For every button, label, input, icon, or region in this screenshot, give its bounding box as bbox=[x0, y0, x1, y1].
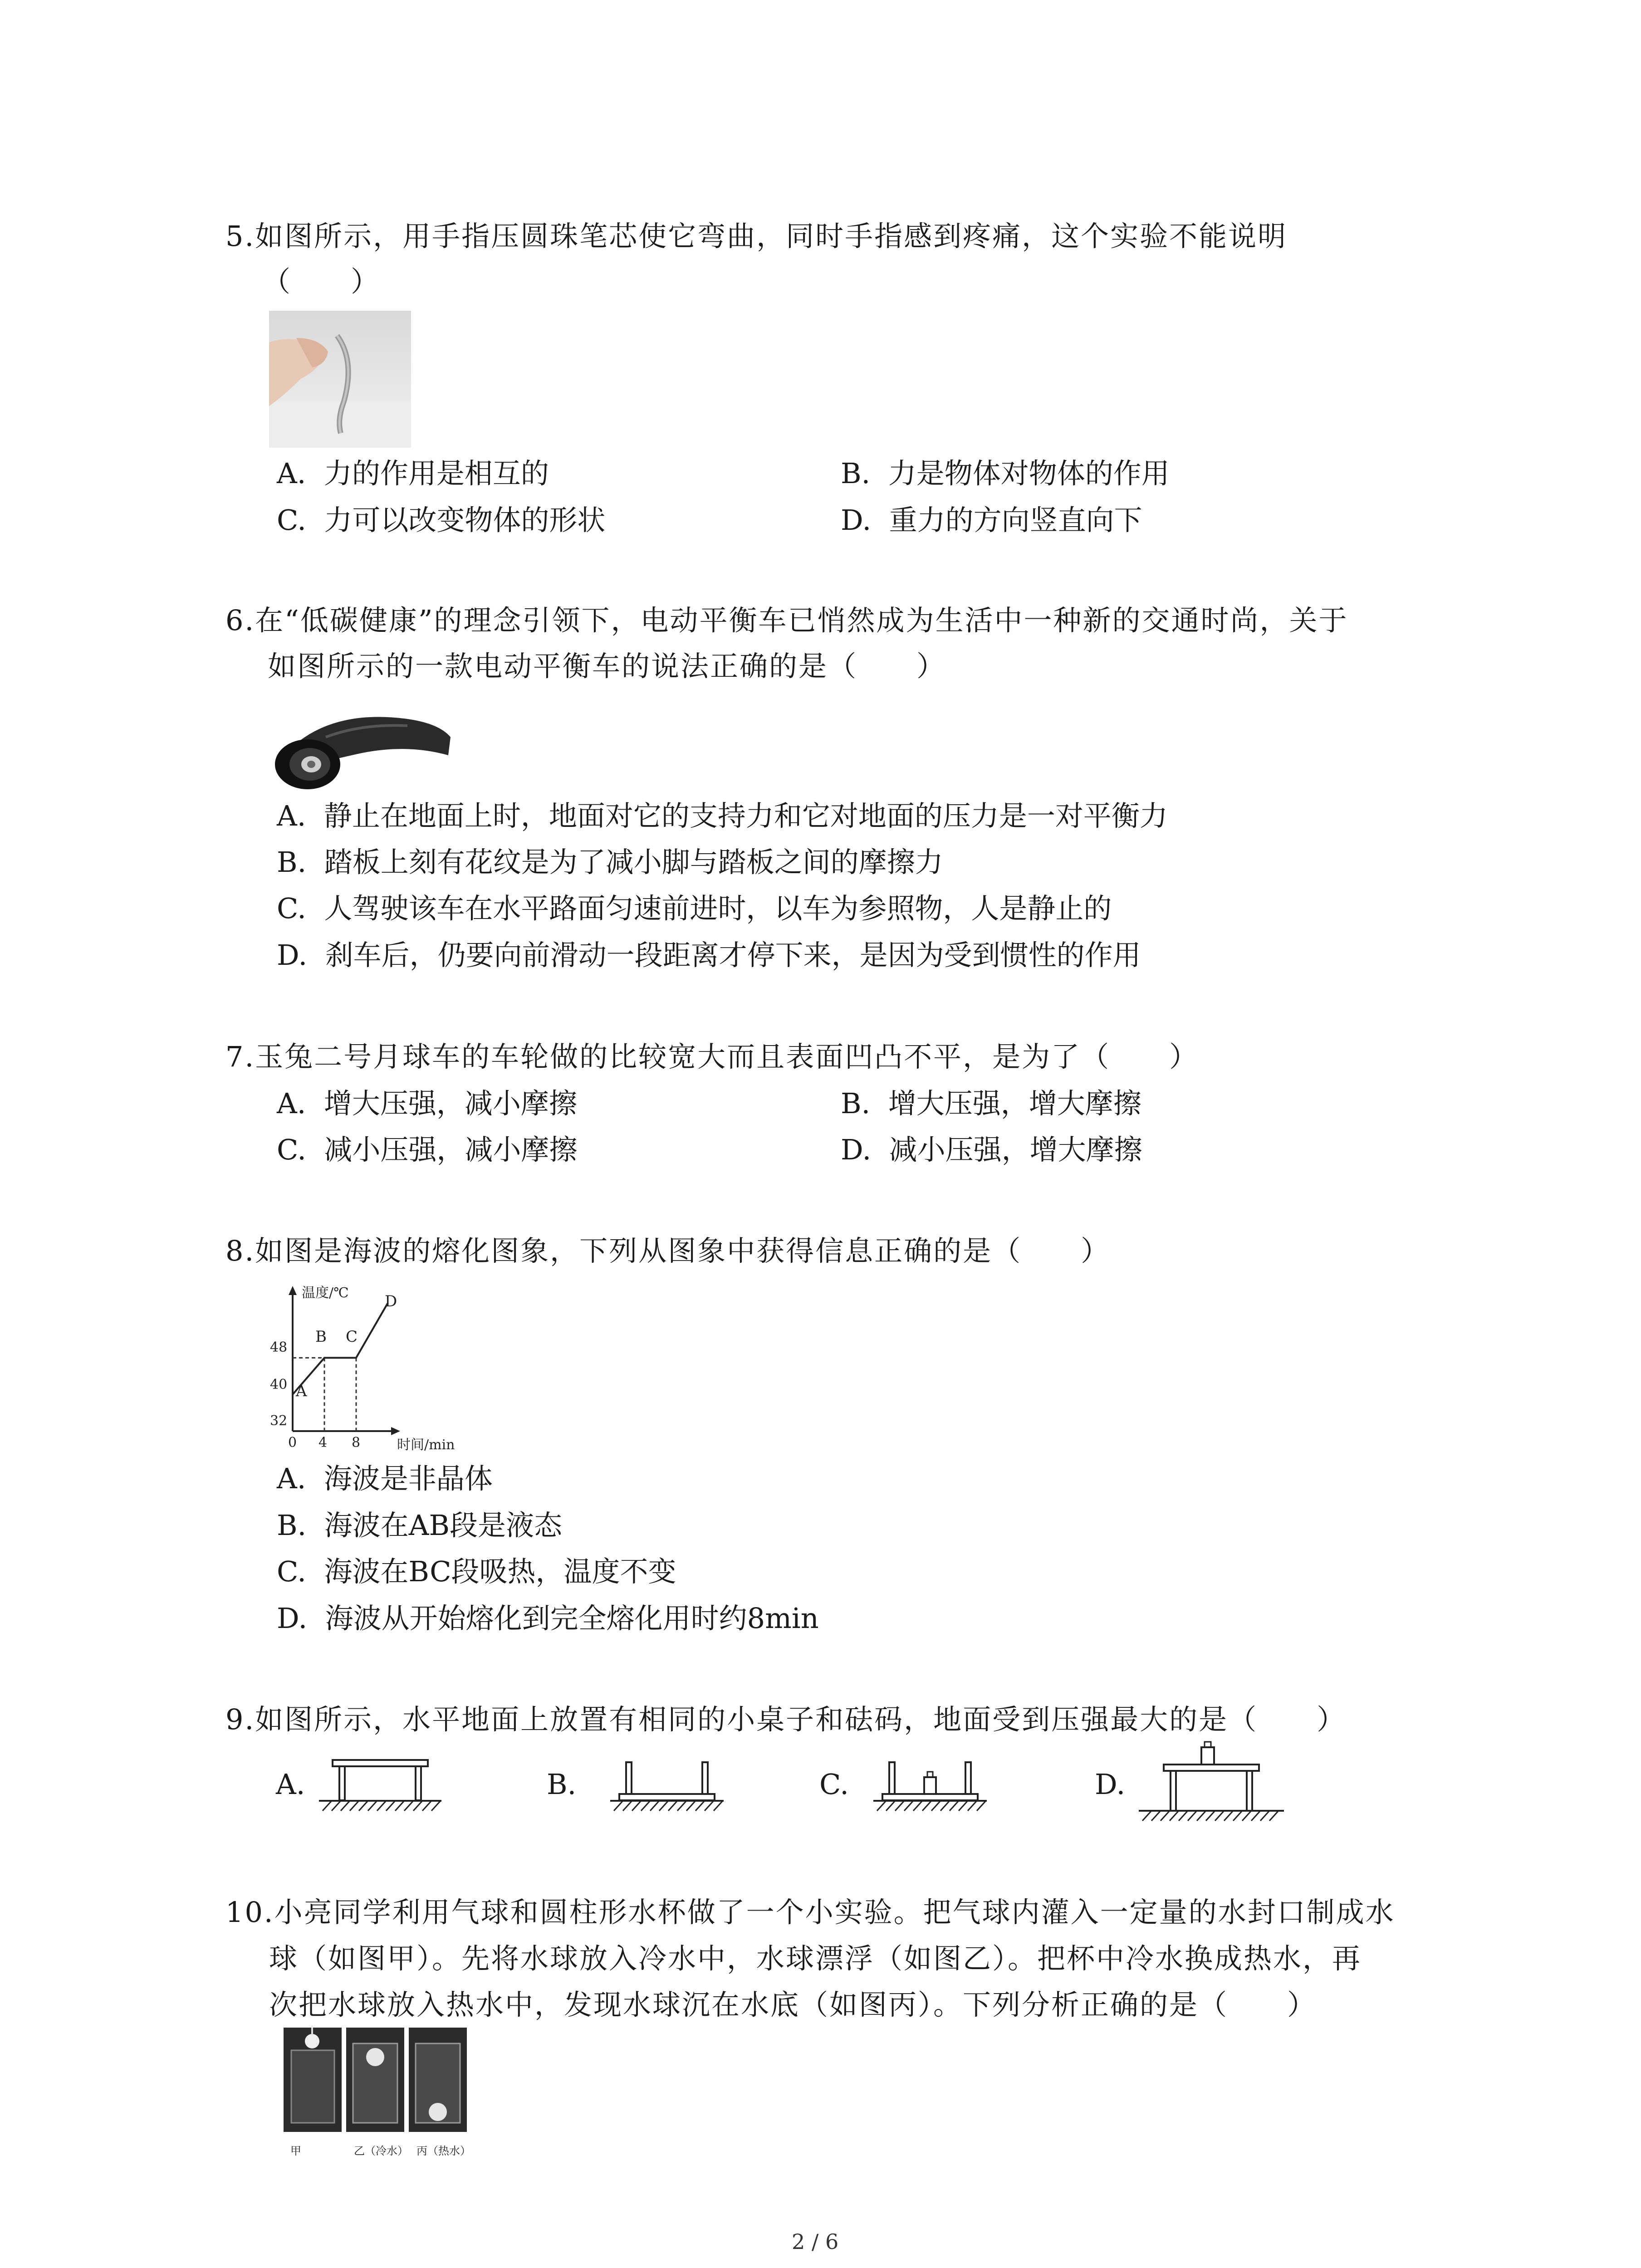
q8-option-d[interactable]: D. 海波从开始熔化到完全熔化用时约8min bbox=[277, 1602, 819, 1635]
q8-melting-graph bbox=[268, 1284, 504, 1456]
q6-photo-balance-scooter bbox=[271, 701, 453, 792]
q5-photo-pen-refill bbox=[269, 311, 411, 448]
q5-stem-line1: 5.如图所示，用手指压圆珠笔芯使它弯曲，同时手指感到疼痛，这个实验不能说明 bbox=[225, 220, 1288, 253]
q10-stem-line2: 球（如图甲）。先将水球放入冷水中，水球漂浮（如图乙）。把杯中冷水换成热水，再 bbox=[269, 1942, 1362, 1975]
q9-number: 9. bbox=[225, 1703, 255, 1736]
y-axis-arrow bbox=[289, 1286, 297, 1295]
x-tick-8: 8 bbox=[352, 1435, 361, 1451]
q9-option-c[interactable]: C. bbox=[819, 1768, 849, 1801]
q10-stem-line1: 10.小亮同学利用气球和圆柱形水杯做了一个小实验。把气球内灌入一定量的水封口制成水 bbox=[225, 1896, 1395, 1929]
page-number: 2 / 6 bbox=[792, 2229, 839, 2254]
q10-caption-bing: 丙（热水） bbox=[416, 2145, 471, 2157]
q8-stem-line1: 8.如图是海波的熔化图象，下列从图象中获得信息正确的是（ ） bbox=[225, 1234, 1111, 1267]
q8-option-c[interactable]: C. 海波在BC段吸热，温度不变 bbox=[277, 1555, 676, 1588]
q5-option-d[interactable]: D. 重力的方向竖直向下 bbox=[841, 503, 1142, 537]
y-tick-40: 40 bbox=[270, 1377, 288, 1393]
q9-stem-line1: 9.如图所示，水平地面上放置有相同的小桌子和砝码，地面受到压强最大的是（ ） bbox=[225, 1703, 1347, 1736]
x-axis-label: 时间/min bbox=[397, 1437, 455, 1453]
q7-option-d[interactable]: D. 减小压强，增大摩擦 bbox=[841, 1133, 1142, 1166]
q8-option-a[interactable]: A. 海波是非晶体 bbox=[277, 1462, 493, 1495]
q6-option-b[interactable]: B. 踏板上刻有花纹是为了减小脚与踏板之间的摩擦力 bbox=[277, 846, 943, 879]
q9-option-a[interactable]: A. bbox=[276, 1768, 305, 1801]
q9-option-b[interactable]: B. bbox=[547, 1768, 577, 1801]
q7-stem-line1: 7.玉兔二号月球车的车轮做的比较宽大而且表面凹凸不平，是为了（ ） bbox=[225, 1040, 1199, 1073]
q6-option-c[interactable]: C. 人驾驶该车在水平路面匀速前进时，以车为参照物，人是静止的 bbox=[277, 892, 1112, 925]
point-label-c: C bbox=[346, 1328, 358, 1346]
q10-stem-line3: 次把水球放入热水中，发现水球沉在水底（如图丙）。下列分析正确的是（ ） bbox=[269, 1988, 1317, 2021]
x-tick-0: 0 bbox=[288, 1435, 297, 1451]
q5-option-b[interactable]: B. 力是物体对物体的作用 bbox=[841, 457, 1170, 490]
q9-option-d[interactable]: D. bbox=[1095, 1768, 1126, 1801]
q10-photo-water-balloon-cups bbox=[281, 2023, 490, 2150]
q9-figure-b-table-inverted bbox=[606, 1755, 728, 1814]
point-label-a: A bbox=[296, 1382, 307, 1400]
y-axis-label: 温度/℃ bbox=[302, 1285, 349, 1301]
point-label-d: D bbox=[385, 1292, 397, 1310]
q10-caption-jia: 甲 bbox=[290, 2145, 301, 2157]
q9-figure-d-upright-with-weight bbox=[1134, 1737, 1288, 1828]
y-tick-32: 32 bbox=[270, 1413, 288, 1429]
x-axis-arrow bbox=[391, 1427, 400, 1435]
q6-number: 6. bbox=[225, 604, 255, 637]
q5-stem-line2: （ ） bbox=[262, 265, 381, 298]
q7-option-c[interactable]: C. 减小压强，减小摩擦 bbox=[277, 1133, 578, 1166]
q8-option-b[interactable]: B. 海波在AB段是液态 bbox=[277, 1509, 563, 1542]
q9-figure-a-table-upright bbox=[319, 1755, 441, 1814]
q5-number: 5. bbox=[225, 220, 255, 253]
q10-caption-yi: 乙（冷水） bbox=[354, 2145, 408, 2157]
q6-stem-line2: 如图所示的一款电动平衡车的说法正确的是（ ） bbox=[268, 650, 946, 683]
melting-curve bbox=[293, 1303, 388, 1394]
q8-number: 8. bbox=[225, 1234, 255, 1267]
q6-option-a[interactable]: A. 静止在地面上时，地面对它的支持力和它对地面的压力是一对平衡力 bbox=[277, 799, 1168, 832]
q5-option-a[interactable]: A. 力的作用是相互的 bbox=[277, 457, 549, 490]
q7-number: 7. bbox=[225, 1040, 255, 1073]
q6-stem-line1: 6.在“低碳健康”的理念引领下，电动平衡车已悄然成为生活中一种新的交通时尚，关于 bbox=[225, 604, 1348, 637]
q6-option-d[interactable]: D. 刹车后，仍要向前滑动一段距离才停下来，是因为受到惯性的作用 bbox=[277, 938, 1141, 972]
q10-number: 10. bbox=[225, 1896, 274, 1929]
x-tick-4: 4 bbox=[318, 1435, 328, 1451]
q7-option-a[interactable]: A. 增大压强，减小摩擦 bbox=[277, 1087, 577, 1120]
point-label-b: B bbox=[315, 1328, 327, 1346]
q7-option-b[interactable]: B. 增大压强，增大摩擦 bbox=[841, 1087, 1141, 1120]
y-tick-48: 48 bbox=[270, 1339, 288, 1355]
q5-option-c[interactable]: C. 力可以改变物体的形状 bbox=[277, 503, 606, 537]
q9-figure-c-inverted-with-weight bbox=[869, 1751, 991, 1814]
